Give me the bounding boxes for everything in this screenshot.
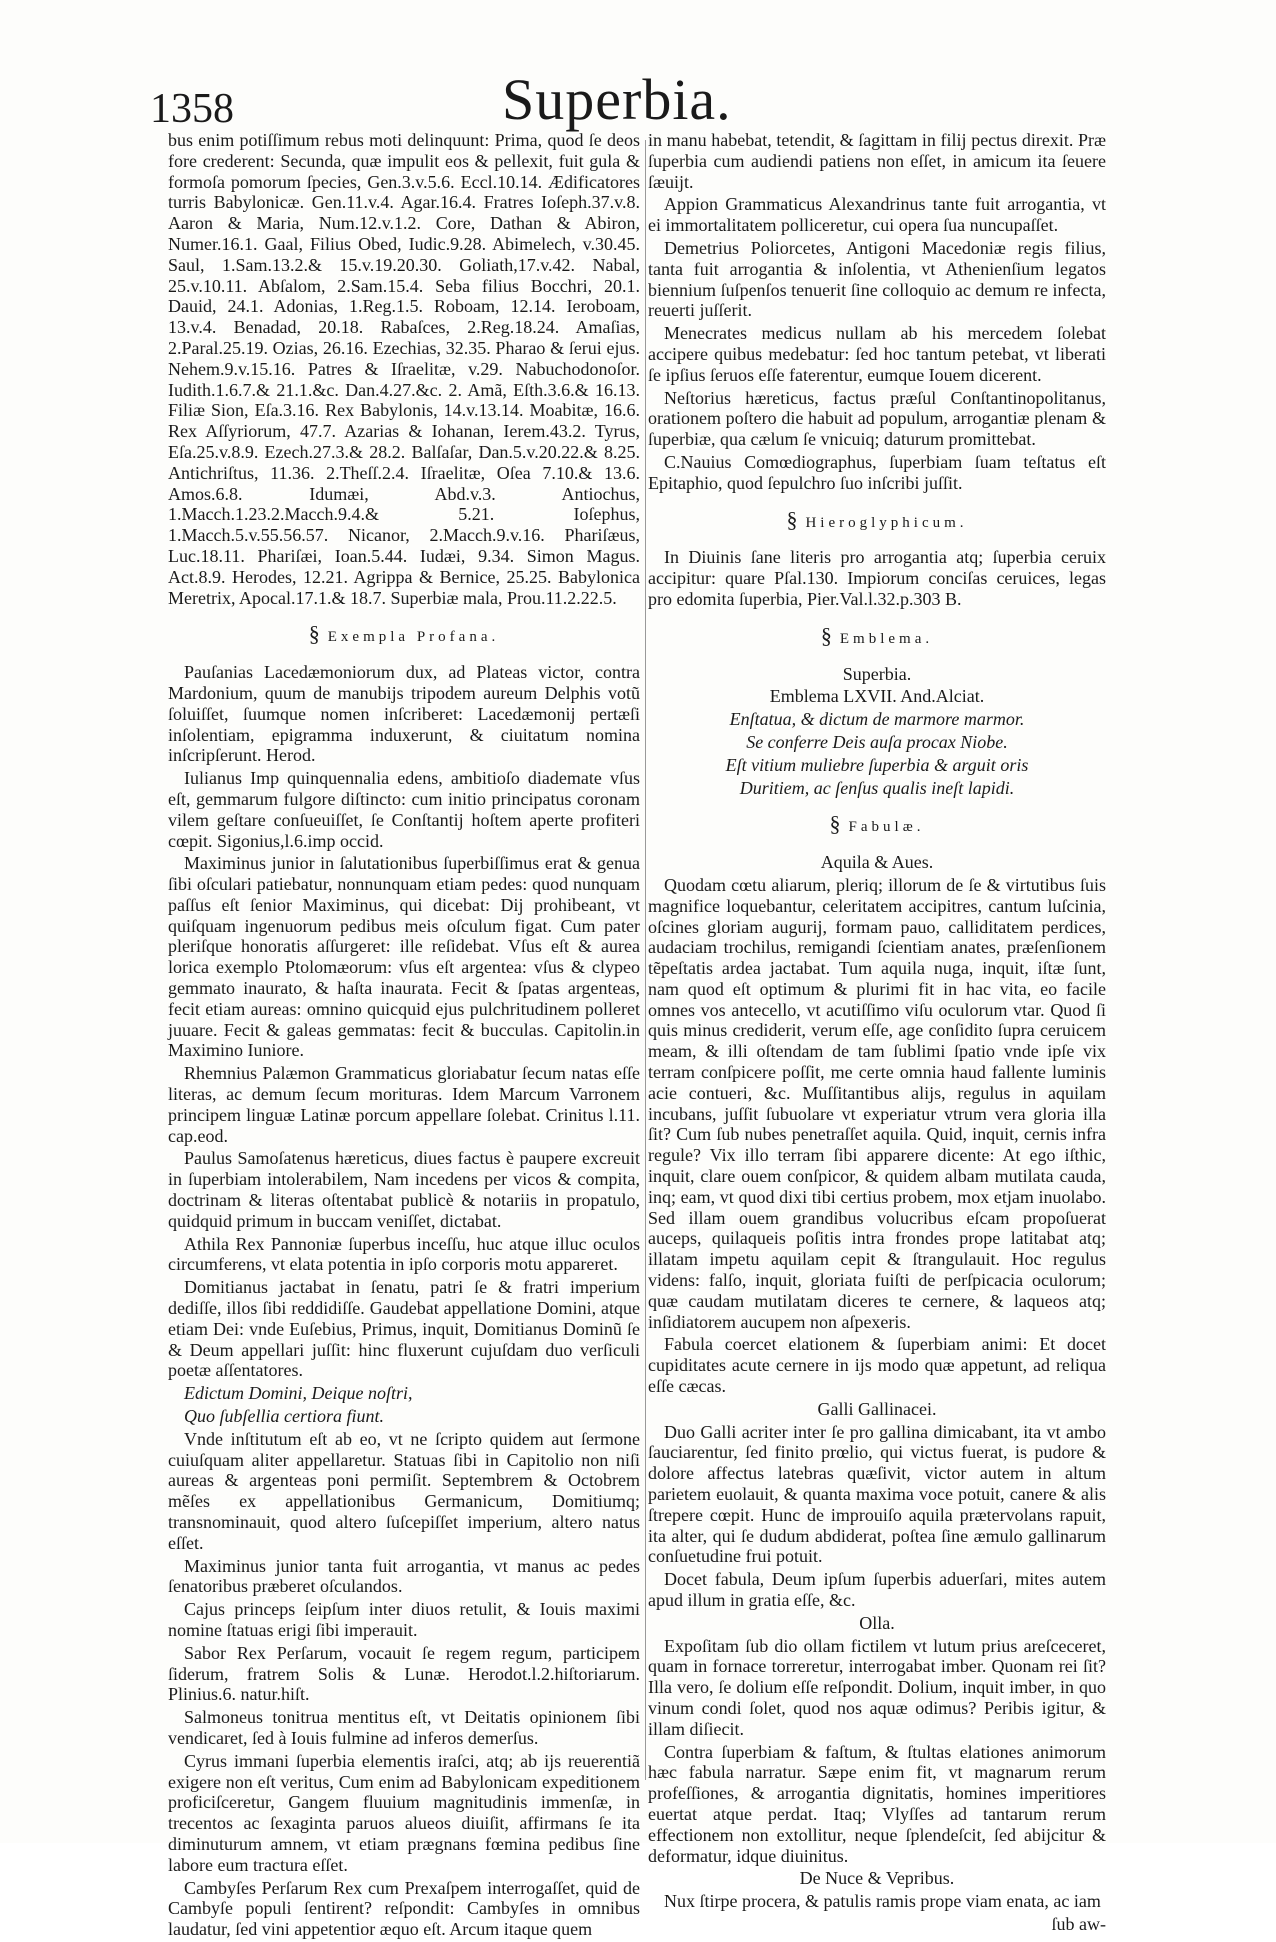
example-paragraph: Maximinus junior in ſalutationibus ſuperbiſſimus erat & genua ſibi oſculari patiebatur, nonnunquam etiam pedes: quod nunquam paſſus eſt ſenior Maximinus, qui dicebat: Dij prohibeant, vt quiſquam ingenuorum pedibus meis oſculum figat. Cum pater pleriſque honoratis aſſurgeret: ille reſidebat. Vſus eſt & aurea lorica exemplo Ptolomæorum: vſus eſt argentea: vſus & clypeo gemmato inaurato, & haſta inaurata. Fecit & ſpatas argenteas, fecit etiam aureas: omnino quicquid ejus pulchritudinem polleret juuare. Fecit & galeas gemmatas: fecit & bucculas. Capitolin.in Maximino Iuniore. [168,853,640,1061]
paragraph-mark-icon: § [820,622,832,648]
example-paragraph: Pauſanias Lacedæmoniorum dux, ad Plateas victor, contra Mardonium, quum de manubijs tripodem aureum Delphis votũ ſoluiſſet, ſuumque nomen inſcriberet: Lacedæmonij pertæſi inſolentiam, epigramma induxerunt, & ciuitatum nomina inſcripſerunt. Herod. [168,662,640,766]
example-paragraph: Salmoneus tonitrua mentitus eſt, vt Deitatis opinionem ſibi vendicaret, ſed à Iouis fulmine ad inferos demerſus. [168,1707,640,1748]
fable-title: Olla. [859,1612,895,1633]
section-heading-exempla: § Exempla Profana. [308,621,500,647]
fable-text: Quodam cœtu aliarum, pleriq; illorum de ſe & virtutibus ſuis magnifice loquebantur, celeritatem accipitres, cantum luſcinia, oſcines gloriam augurij, formam pauo, calliditatem perdices, audaciam trochilus, remigandi ſcientiam anates, præſenſionem tẽpeſtatis ardea jactabat. Tum aquila nuga, inquit, iſtæ ſunt, nam quod eſt optimum & plurimi fit in hac vita, eo facile omnes vos antecello, vt acutiſſimo viſu oculorum vtar. Quod ſi quis minus crediderit, verum eſſe, age conſidito ſupra ceruicem meam, & illi oſtendam de tam ſublimi ſpatio vnde ipſe vix terram conſpicere poſſit, me certe omnia haud fallente luminis acie contueri, &c. Muſſitantibus alijs, regulus in aquilam incubans, juſſit ſubuolare vt experiatur vtrum vera gloria illa ſit? Cum ſub nubes penetraſſet aquila. Quid, inquit, cernis infra regule? Vix illo terram ſibi apparere dicente: At ego iſthic, inquit, clare ouem conſpicor, & quidem albam mutilata cauda, inq; eam, vt quod dixi tibi certius probem, mox etjam inuolabo. Sed illam ouem grandibus volucribus eſcam propoſuerat auceps, quilaqueis poſitis intra frondes prope latitabat atq; illatam impetu aquilam cepit & ſtrangulauit. Hoc regulus videns: falſo, inquit, gloriata fuiſti de perſpicacia oculorum; quæ caudam mutilatam diceres te cernere, & laqueos atq; inſidiatorem aucupem non aſpexeris. [648,874,1106,1332]
fable-moral: Docet fabula, Deum ipſum ſuperbis aduerſari, mites autem apud illum in gratia eſſe, &c. [648,1569,1106,1610]
paragraph-mark-icon: § [829,811,841,837]
example-paragraph: Demetrius Poliorcetes, Antigoni Macedoniæ regis filius, tanta fuit arrogantia & inſolentia, vt Athenienſium legatos biennium ſuſpenſos tenuerit ſine colloquio ac demum re infecta, reuerti juſſerit. [648,237,1106,321]
example-paragraph: Sabor Rex Perſarum, vocauit ſe regem regum, participem ſiderum, fratrem Solis & Lunæ. Herodot.l.2.hiſtoriarum. Plinius.6. natur.hiſt. [168,1642,640,1705]
fable-title: Aquila & Aues. [820,852,934,873]
section-heading-emblema: § Emblema. [820,622,934,648]
hieroglyphicum-text: In Diuinis ſane literis pro arrogantia atq; ſuperbia ceruix accipitur: quare Pſal.130. Impiorum conciſas ceruices, legas pro edomita ſuperbia, Pier.Val.l.32.p.303 B. [648,547,1106,609]
example-paragraph: in manu habebat, tetendit, & ſagittam in filij pectus direxit. Præ ſuperbia cum audiendi patiens non eſſet, in amicum ita ſeuere ſæuijt. [648,130,1106,192]
example-paragraph: Appion Grammaticus Alexandrinus tante fuit arrogantia, vt ei immortalitatem polliceretur, cui opera ſua nuncupaſſet. [648,194,1106,236]
example-paragraph: Menecrates medicus nullam ab his mercedem ſolebat accipere quibus medebatur: ſed hoc tantum petebat, vt liberati ſe ipſius ſeruos eſſe faterentur, eumque Iouem dicerent. [648,323,1106,385]
example-paragraph: Athila Rex Pannoniæ ſuperbus inceſſu, huc atque illuc oculos circumferens, vt elata potentia in ipſo corporis motu appareret. [168,1233,640,1275]
page-number: 1358 [150,86,234,132]
right-column [648,130,1106,1937]
emblem-subtitle: Emblema LXVII. And.Alciat. [769,686,985,707]
example-paragraph: Neſtorius hæreticus, factus præſul Conſtantinopolitanus, orationem poſtero die habuit ad populum, arrogantiæ plenam & ſuperbiæ, qua cælum ſe vnicuiq; daturum promittebat. [648,387,1106,450]
example-paragraph: Cajus princeps ſeipſum inter diuos retulit, & Iouis maximi nomine ſtatuas erigi ſibi imperauit. [168,1599,640,1640]
running-headword: Superbia. [502,67,732,132]
section-heading-hieroglyphicum: § Hieroglyphicum. [786,506,968,532]
verse-line: Edictum Domini, Deique noſtri, [184,1383,413,1404]
catchword: ſub aw- [1051,1913,1106,1934]
example-paragraph: Iulianus Imp quinquennalia edens, ambitioſo diademate vſus eſt, gemmarum fulgore diſtincto: cum initio principatus coronam vilem geſtare conſueuiſſet, ſe Conſtantij hoſtem aperte profiteri cœpit. Sigonius,l.6.imp occid. [168,768,640,851]
fable-title: De Nuce & Vepribus. [799,1868,955,1889]
paragraph-mark-icon: § [308,621,320,647]
scripture-examples: bus enim potiſſimum rebus moti delinquunt: Prima, quod ſe deos fore crederent: Secunda, quæ impulit eos & pellexit, fuit gula & formoſa pomorum ſpecies, Gen.3.v.5.6. Eccl.10.14. Ædificatores turris Babylonicæ. Gen.11.v.4. Agar.16.4. Fratres Ioſeph.37.v.8. Aaron & Maria, Num.12.v.1.2. Core, Dathan & Abiron, Numer.16.1. Gaal, Filius Obed, Iudic.9.28. Abimelech, v.30.45. Saul, 1.Sam.13.2.& 15.v.19.20.30. Goliath,17.v.42. Nabal, 25.v.10.11. Abſalom, 2.Sam.15.4. Seba filius Bocchri, 20.1. Dauid, 24.1. Adonias, 1.Reg.1.5. Roboam, 12.14. Ieroboam, 13.v.4. Benadad, 20.18. Rabaſces, 2.Reg.18.24. Amaſias, 2.Paral.25.19. Ozias, 26.16. Ezechias, 32.35. Pharao & ſerui ejus. Nehem.9.v.15.16. Patres & Iſraelitæ, v.29. Nabuchodonoſor. Iudith.1.6.7.& 21.1.&c. Dan.4.27.&c. 2. Amã, Eſth.3.6.& 16.13. Filiæ Sion, Eſa.3.16. Rex Babylonis, 14.v.13.14. Moabitæ, 16.6. Rex Aſſyriorum, 47.7. Azarias & Iohanan, Ierem.43.2. Tyrus, Eſa.25.v.8.9. Ezech.27.3.& 28.2. Balſaſar, Dan.5.v.20.22.& 8.25. Antichriſtus, 11.36. 2.Theſſ.2.4. Iſraelitæ, Oſea 7.10.& 13.6. Amos.6.8. Idumæi, Abd.v.3. Antiochus, 1.Macch.1.23.2.Macch.9.4.& 5.21. Ioſephus, 1.Macch.5.v.55.56.57. Nicanor, 2.Macch.9.v.16. Phariſæus, Luc.18.11. Phariſæi, Ioan.5.44. Iudæi, 9.34. Simon Magus. Act.8.9. Herodes, 12.21. Agrippa & Bernice, 25.25. Babylonica Meretrix, Apocal.17.1.& 18.7. Superbiæ mala, Prou.11.2.22.5. [168,130,640,608]
emblem-title: Superbia. [842,663,912,684]
paragraph-mark-icon: § [786,506,798,532]
fable-moral: Contra ſuperbiam & faſtum, & ſtultas elationes animorum hæc fabula narratur. Sæpe enim fit, vt magnarum rerum profeſſiones, & arrogantia dignitatis, homines imperitiores euertat atque perdat. Itaq; Vlyſſes ad tantarum rerum effectionem non extollitur, neque ſplendeſcit, ſed abijcitur & deformatur, idque diuinitus. [648,1741,1106,1866]
fable-title: Galli Gallinacei. [817,1398,937,1419]
fable-text: Duo Galli acriter inter ſe pro gallina dimicabant, ita vt ambo ſauciarentur, ſed finito prœlio, qui victus fuerat, is pudore & dolore affectus latebras quæſivit, victor autem in altum parietem euolauit, & quanta maxima voce potuit, canere & alis ſtrepere cœpit. Hunc de improuiſo aquila prætervolans rapuit, ita alter, qui ſe dudum abdiderat, poſtea ſine æmulo gallinarum conſuetudine frui potuit. [648,1421,1106,1567]
emblem-verse: Enſtatua, & dictum de marmore marmor. [729,709,1025,730]
fable-moral: Fabula coercet elationem & ſuperbiam animi: Et docet cupiditates acute cernere in ijs modo quæ appetunt, ad reliqua eſſe cæcas. [648,1334,1106,1397]
fable-text: Nux ſtirpe procera, & patulis ramis prope viam enata, ac iam [664,1891,1101,1912]
example-paragraph: Rhemnius Palæmon Grammaticus gloriabatur ſecum natas eſſe literas, ac demum ſecum morituras. Idem Marcum Varronem principem linguæ Latinæ porcum appellare ſolebat. Crinitus l.11. cap.eod. [168,1063,640,1146]
fable-text: Expoſitam ſub dio ollam fictilem vt lutum prius areſceceret, quam in fornace torreretur, interrogabat imber. Quonam rei ſit? Illa vero, ſe dolium eſſe reſpondit. Dolium, inquit imber, in quo vinum condi ſolet, quod nos aquæ odimus? Peribis igitur, & illam diſiecit. [648,1635,1106,1739]
example-paragraph: Cambyſes Perſarum Rex cum Prexaſpem interrogaſſet, quid de Cambyſe populi ſentirent? reſpondit: Cambyſes in omnibus laudatur, ſed vini appetentior æquo eſt. Arcum itaque quem [168,1877,640,1940]
column-divider [645,140,646,1780]
emblem-verse: Se conferre Deis auſa procax Niobe. [746,731,1008,752]
example-paragraph: Maximinus junior tanta fuit arrogantia, vt manus ac pedes ſenatoribus præberet oſculandos. [168,1555,640,1597]
emblem-verse: Duritiem, ac ſenſus qualis ineſt lapidi. [739,777,1015,798]
example-paragraph: Paulus Samoſatenus hæreticus, diues factus è paupere excreuit in ſuperbiam intolerabilem, Nam incedens per vicos & compita, doctrinam & literas oſtentabat publicè & notariis in propatulo, quidquid primum in buccam veniſſet, dictabat. [168,1148,640,1231]
example-paragraph: Cyrus immani ſuperbia elementis iraſci, atq; ab ijs reuerentiã exigere non eſt veritus, Cum enim ad Babylonicam expeditionem proficiſceretur, Gangem fluuium magnitudinis immenſæ, in trecentos ac ſexaginta paruos alueos diuiſit, affirmans ſe ita diminuturum amnem, vt etiam prægnans fœmina pedibus ſine labore eum tractura eſſet. [168,1750,640,1875]
emblem-verse: Eſt vitium muliebre ſuperbia & arguit oris [725,754,1029,775]
example-paragraph: Vnde inſtitutum eſt ab eo, vt ne ſcripto quidem aut ſermone cuiuſquam aliter appellaretur. Statuas ſibi in Capitolio non niſi aureas & argenteas poni permiſit. Septembrem & Octobrem mẽſes ex appellationibus Germanicum, Domitiumq; transnominauit, quod altero ſuſcepiſſet imperium, altero natus eſſet. [168,1428,640,1553]
verse-line: Quo ſubſellia certiora fiunt. [184,1406,384,1427]
example-paragraph: Domitianus jactabat in ſenatu, patri ſe & fratri imperium dediſſe, illos ſibi reddidiſſe. Gaudebat appellatione Domini, atque etiam Dei: vnde Euſebius, Primus, inquit, Domitianus Dominũ ſe & Deum appellari juſſit: hinc fluxerunt cujuſdam duo verſiculi poetæ aſſentatores. [168,1277,640,1381]
section-heading-fabulae: § Fabulæ. [829,811,925,837]
left-column [168,130,640,1942]
example-paragraph: C.Nauius Comœdiographus, ſuperbiam ſuam teſtatus eſt Epitaphio, quod ſepulchro ſuo inſcribi juſſit. [648,451,1106,493]
